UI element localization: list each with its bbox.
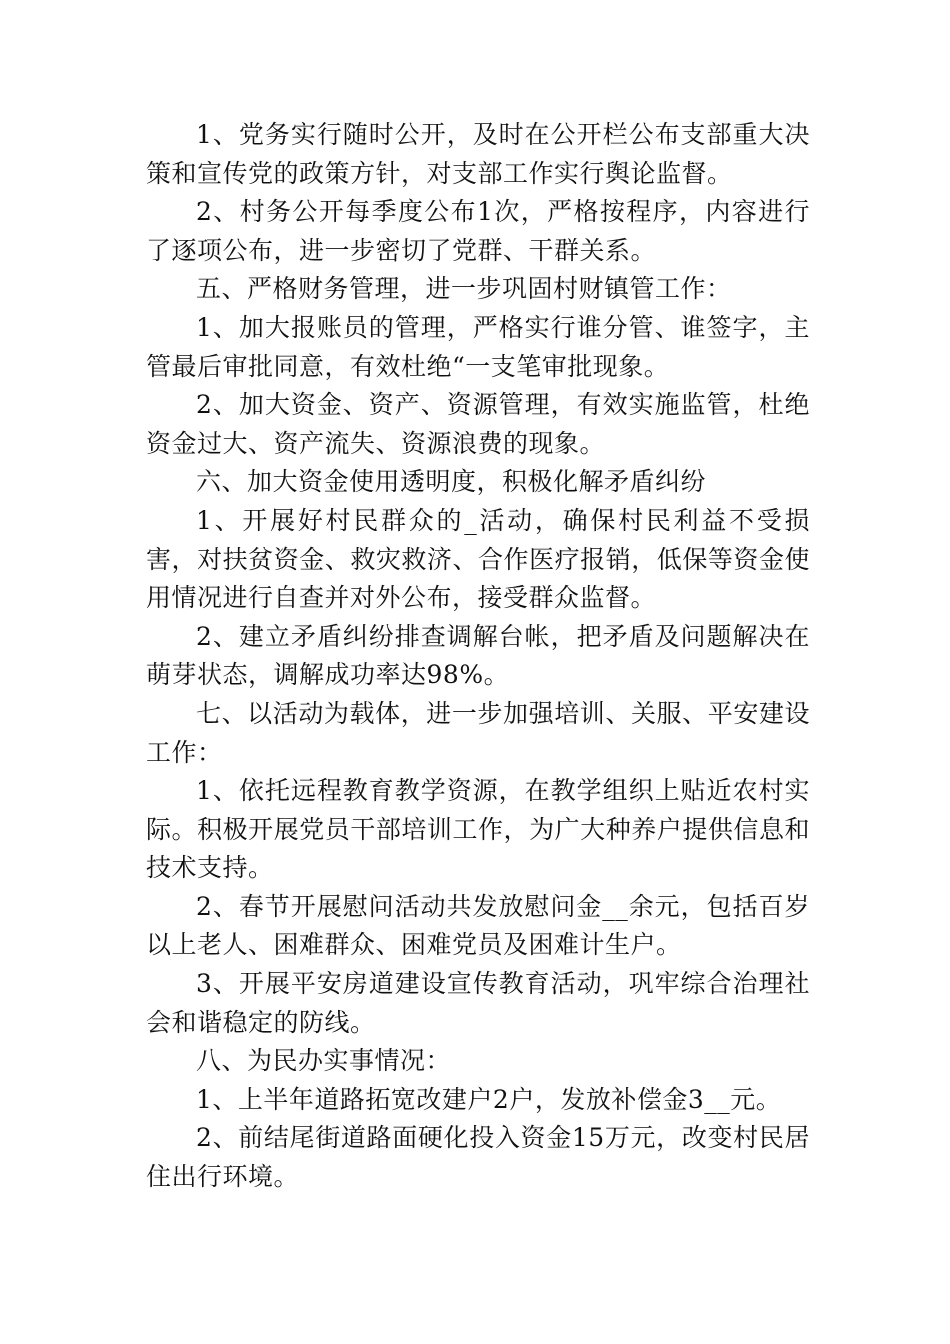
- paragraph-road-widening: 1、上半年道路拓宽改建户2户，发放补偿金3__元。: [196, 1084, 782, 1114]
- paragraph-village-affairs-disclosure: 2、村务公开每季度公布1次，严格按程序，内容进行了逐项公布，进一步密切了党群、干群关系。: [146, 197, 810, 265]
- section-heading-finance-management: 五、严格财务管理，进一步巩固村财镇管工作：: [196, 274, 732, 304]
- section-heading-practical-matters: 八、为民办实事情况：: [196, 1046, 452, 1076]
- paragraph-accountant-management: 1、加大报账员的管理，严格实行谁分管、谁签字，主管最后审批同意，有效杜绝“一支笔审批现象。: [146, 312, 810, 381]
- paragraph-road-hardening: 2、前结尾街道路面硬化投入资金15万元，改变村民居住出行环境。: [146, 1123, 810, 1192]
- section-heading-fund-transparency: 六、加大资金使用透明度，积极化解矛盾纠纷: [196, 467, 707, 497]
- document-page: [146, 116, 810, 1197]
- paragraph-asset-management: 2、加大资金、资产、资源管理，有效实施监管，杜绝资金过大、资产流失、资源浪费的现象。: [146, 390, 810, 458]
- paragraph-dispute-mediation: 2、建立矛盾纠纷排查调解台帐，把矛盾及问题解决在萌芽状态，调解成功率达98%。: [146, 621, 810, 690]
- paragraph-spring-festival-visits: 2、春节开展慰问活动共发放慰问金__余元，包括百岁以上老人、困难群众、困难党员及困难计生户。: [146, 891, 810, 960]
- paragraph-party-affairs-disclosure: 1、党务实行随时公开，及时在公开栏公布支部重大决策和宣传党的政策方针，对支部工作实行舆论监督。: [146, 120, 810, 188]
- paragraph-remote-education: 1、依托远程教育教学资源，在教学组织上贴近农村实际。积极开展党员干部培训工作，为广大种养户提供信息和技术支持。: [146, 776, 810, 883]
- paragraph-safety-campaign: 3、开展平安房道建设宣传教育活动，巩牢综合治理社会和谐稳定的防线。: [146, 969, 810, 1037]
- paragraph-villager-activities: 1、开展好村民群众的_活动，确保村民利益不受损害，对扶贫资金、救灾救济、合作医疗报销，低保等资金使用情况进行自查并对外公布，接受群众监督。: [146, 505, 810, 613]
- section-heading-training-safety: 七、以活动为载体，进一步加强培训、关服、平安建设工作：: [146, 698, 810, 767]
